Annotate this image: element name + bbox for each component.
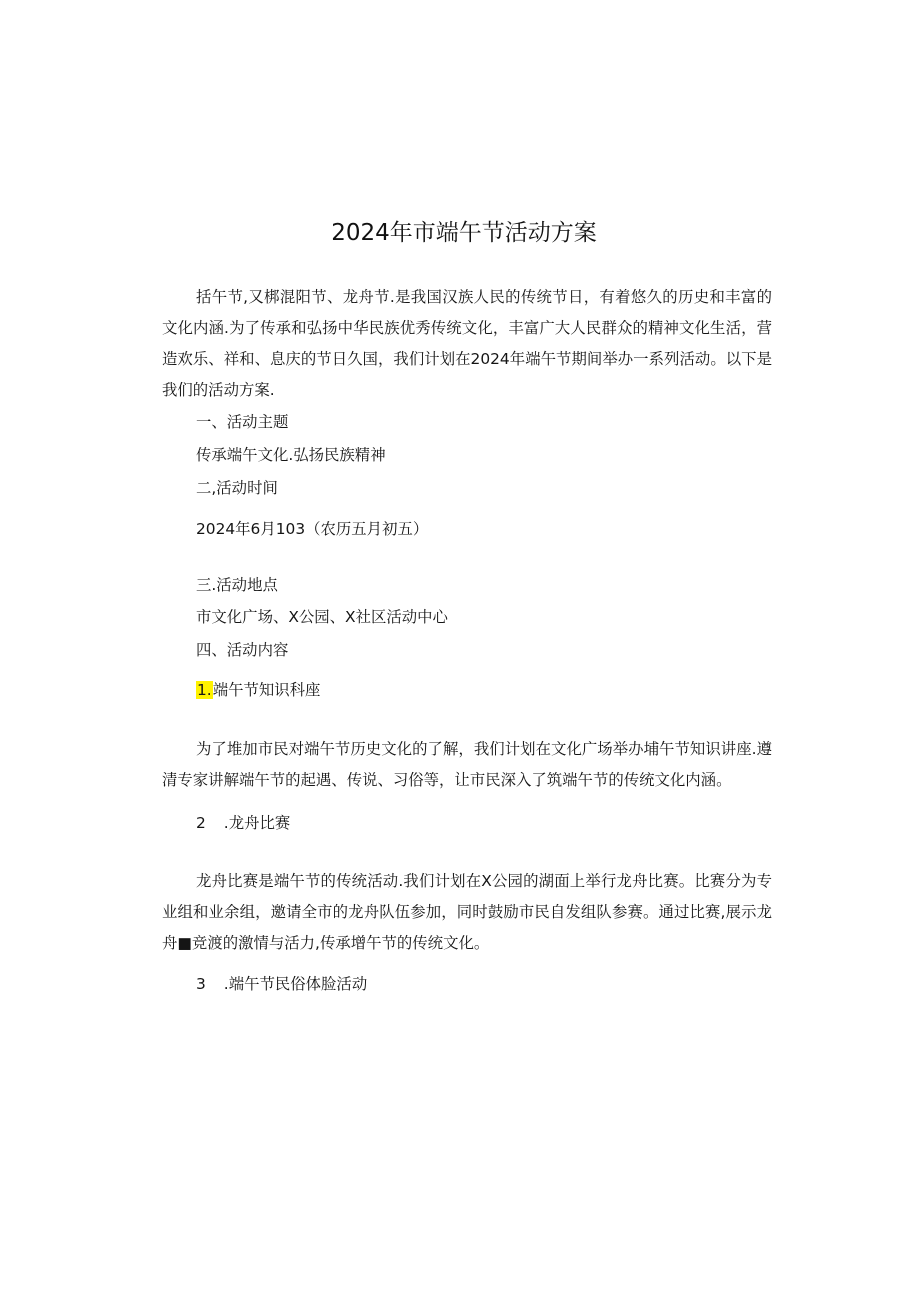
item-3-number: 3 (196, 975, 206, 993)
intro-paragraph: 括午节,又梆混阳节、龙舟节.是我国汉族人民的传统节日，有着悠久的历史和丰富的文化内涵.为了传承和弘扬中华民族优秀传统文化，丰富广大人民群众的精神文化生活，营造欢乐、祥和、息庆的节日久国，我们计划在2024年端午节期间举办一系列活动。以下是我们的活动方案. (162, 288, 772, 399)
theme-content: 传承端午文化.弘扬民族精神 (196, 446, 386, 464)
item-3-heading (196, 974, 367, 994)
place-content: 市文化广场、X公园、X社区活动中心 (196, 608, 448, 626)
document-title: 2024年市端午节活动方案 (331, 220, 597, 246)
place-heading: 三.活动地点 (196, 576, 278, 594)
item-1-heading (196, 680, 320, 700)
content-heading: 四、活动内容 (196, 641, 289, 659)
item-1-description: 为了堆加市民对端午节历史文化的了解，我们计划在文化广场举办埔午节知识讲座.遵清专家讲解端午节的起遇、传说、习俗等，让市民深入了筑端午节的传统文化内涵。 (162, 740, 772, 789)
time-content: 2024年6月103（农历五月初五） (196, 520, 429, 538)
item-3-label: .端午节民俗体脸活动 (223, 975, 368, 993)
theme-heading: 一、活动主题 (196, 413, 289, 431)
item-1-number: 1. (197, 681, 212, 699)
time-heading: 二,活动时间 (196, 479, 278, 497)
item-2-label: .龙舟比赛 (223, 814, 291, 832)
item-2-heading (196, 813, 290, 833)
item-1-label: 端午节知识科座 (212, 681, 321, 699)
item-2-description: 龙舟比赛是端午节的传统活动.我们计划在X公园的湖面上举行龙舟比赛。比赛分为专业组和业余组，邀请全市的龙舟队伍参加，同时鼓励市民自发组队参赛。通过比赛,展示龙舟■竞渡的激情与活力,传承增午节的传统文化。 (162, 872, 772, 952)
item-2-number: 2 (196, 814, 206, 832)
